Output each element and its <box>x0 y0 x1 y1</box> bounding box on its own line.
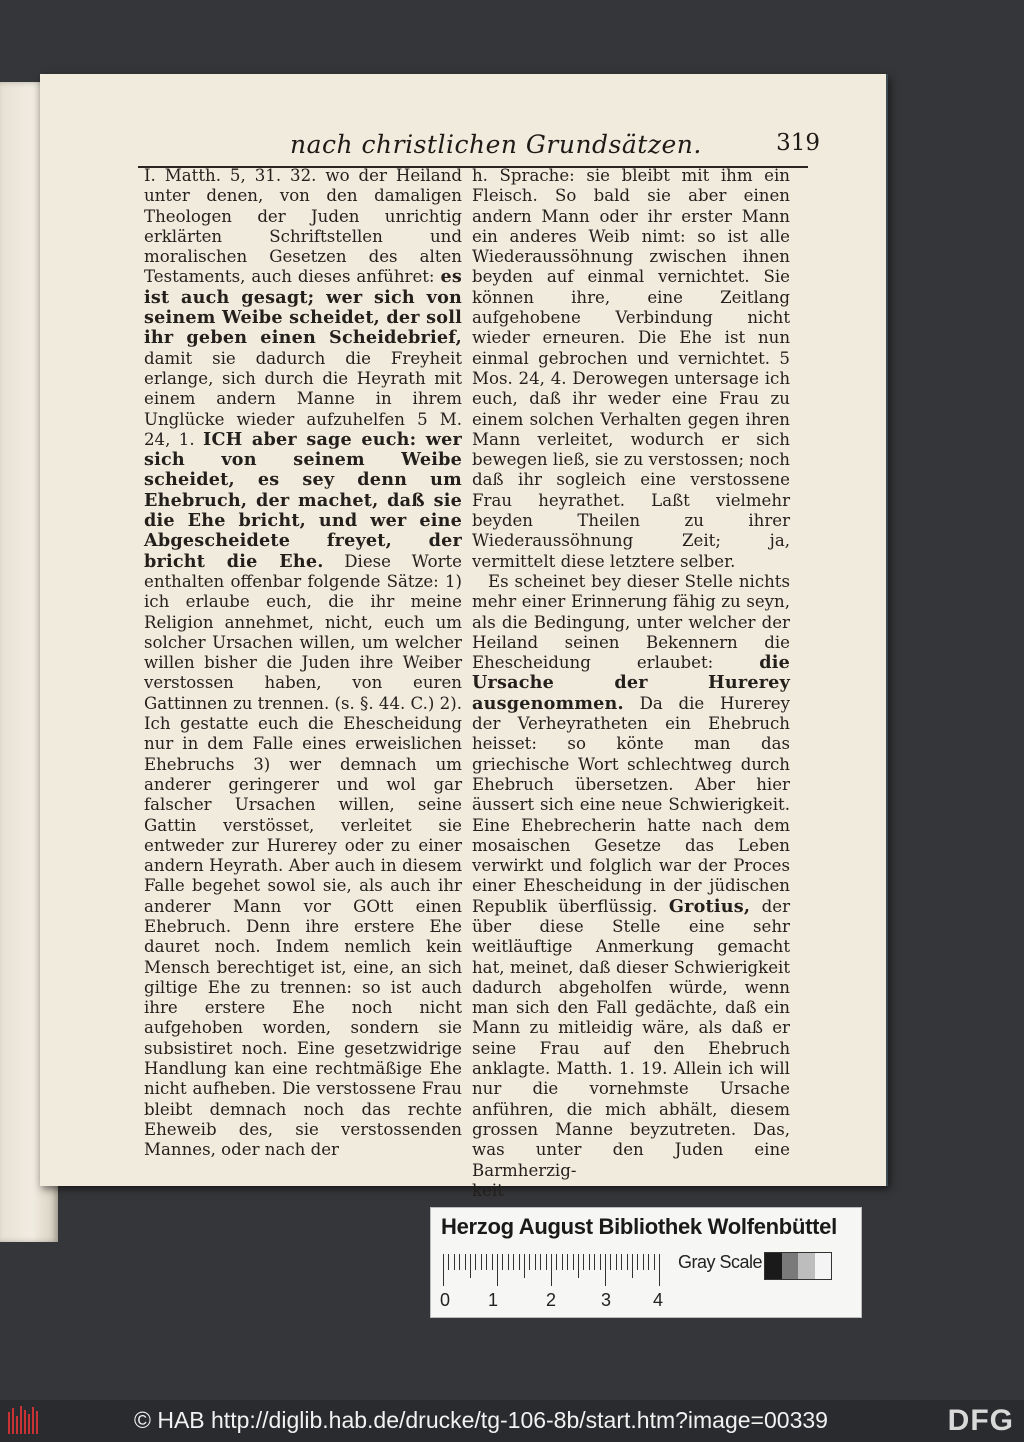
ruler-tick <box>600 1254 601 1270</box>
ruler-tick <box>492 1254 493 1270</box>
ruler-tick <box>529 1254 530 1270</box>
ruler-tick <box>475 1254 476 1270</box>
ruler-tick <box>610 1254 611 1270</box>
ruler-tick <box>627 1254 628 1270</box>
gray-swatch <box>815 1253 832 1279</box>
ruler-tick <box>486 1254 487 1270</box>
text-segment: Diese Worte enthalten offenbar folgende Sätze: 1) ich erlaube euch, die ihr meine Religion annehmet, nicht, euch um solcher Ursachen willen, um welcher willen bisher die Juden ihre Weiber verstossen haben, von euren Gattinnen zu trennen. (s. §. 44. C.) 2). Ich gestatte euch die Ehescheidung nur in dem Falle eines erweislichen Ehebruchs 3) wer demnach um anderer geringerer und wol gar falscher Ursachen willen, seine Gattin verstösset, verleitet sie entweder zur Hurerey oder zu einer andern Heyrath. Aber auch in diesem Falle begehet sowol sie, als auch ihr anderer Mann vor GOtt einen Ehebruch. Denn ihre erstere Ehe dauret noch. Indem nemlich kein Mensch berechtiget ist, eine, an sich giltige Ehe zu trennen: so ist auch ihre erstere Ehe noch nicht aufgehoben worden, sondern sie subsistiret noch. Eine gesetzwidrige Handlung kan eine rechtmäßige Ehe nicht aufheben. Die verstossene Frau bleibt demnach noch das rechte Eheweib des, sie verstossenden Mannes, oder nach der <box>144 551 462 1160</box>
ruler-tick <box>556 1254 557 1270</box>
text-segment-bold: die Ursache der Hurerey ausgenommen. <box>472 652 791 714</box>
left-paragraph-1 <box>144 166 462 1161</box>
ruler-tick <box>546 1254 547 1270</box>
logo-bar <box>16 1416 18 1434</box>
ruler-tick <box>567 1254 568 1270</box>
running-head: nach christlichen Grundsätzen. <box>290 130 702 159</box>
ruler-tick <box>524 1254 525 1278</box>
logo-bar <box>20 1406 22 1434</box>
ruler-tick <box>513 1254 514 1270</box>
ruler-tick <box>540 1254 541 1270</box>
ruler-tick <box>654 1254 655 1270</box>
logo-bar <box>36 1411 38 1434</box>
logo-bar <box>32 1407 34 1434</box>
chart-title: Herzog August Bibliothek Wolfenbüttel <box>441 1214 837 1239</box>
ruler-tick <box>562 1254 563 1270</box>
ruler-tick <box>535 1254 536 1270</box>
ruler-tick <box>502 1254 503 1270</box>
ruler-tick <box>648 1254 649 1270</box>
gray-scale-swatches <box>764 1252 832 1280</box>
color-calibration-chart <box>430 1207 862 1318</box>
ruler-tick <box>551 1254 552 1286</box>
text-segment: h. Sprache: sie bleibt mit ihm ein Fleisch. So bald sie aber einen andern Mann oder ihr erster Mann ein anderes Weib nimt: so ist alle Wiederaussöhnung zwischen ihnen beyden auf einmal vernichtet. Sie können ihre, eine Zeitlang aufgehobene Verbindung nicht wieder erneuren. Die Ehe ist nun einmal gebrochen und vernichtet. 5 Mos. 24, 4. Derowegen untersage ich euch, daß ihr weder eine Frau zu einem solchen Verhalten gegen ihren Mann verleitet, wodurch er sich bewegen ließ, sie zu verstossen; noch daß ihr sogleich eine verstossene Frau heyrathet. Laßt vielmehr beyden Theilen zu ihrer Wiederaussöhnung Zeit; ja, vermittelt diese letztere selber. <box>472 166 790 571</box>
ruler-tick <box>481 1254 482 1270</box>
page-number: 319 <box>776 130 820 156</box>
ruler-tick <box>578 1254 579 1278</box>
gray-swatch <box>765 1253 782 1279</box>
ruler-tick <box>448 1254 449 1270</box>
hab-logo-icon <box>8 1406 48 1434</box>
right-column <box>472 166 790 1201</box>
ruler-label: 1 <box>488 1290 499 1310</box>
ruler-tick <box>583 1254 584 1270</box>
logo-bar <box>28 1414 30 1434</box>
ruler-tick <box>589 1254 590 1270</box>
dfg-logo: DFG <box>947 1404 1014 1437</box>
right-paragraph-2 <box>472 572 790 1181</box>
ruler-tick <box>621 1254 622 1270</box>
ruler-tick <box>465 1254 466 1270</box>
ruler-tick <box>508 1254 509 1270</box>
logo-bar <box>24 1410 26 1434</box>
text-segment: der über diese Stelle eine sehr weitläuftige Anmerkung gemacht hat, meinet, daß dieser Schwierigkeit dadurch abgeholfen würde, wenn man sich den Fall gedächte, daß ein Mann zu mitleidig wäre, als daß er seine Frau auf den Ehebruch anklagte. Matth. 1. 19. Allein ich will nur die vornehmste Ursache anführen, die mich abhält, diesem grossen Manne beyzutreten. Das, was unter den Juden eine Barmherzig- <box>472 896 791 1180</box>
ruler-label: 2 <box>546 1290 557 1310</box>
text-segment: Da die Hurerey der Verheyratheten ein Ehebruch heisset: so könte man das griechische Wort schlechtweg durch Ehebruch übersetzen. Aber hier äussert sich eine neue Schwierigkeit. Eine Ehebrecherin hatte nach dem mosaischen Gesetze das Leben verwirkt und folglich war der Proces einer Ehescheidung in der jüdischen Republik überflüssig. <box>472 693 790 916</box>
ruler-tick <box>632 1254 633 1278</box>
ruler-label: 0 <box>440 1290 451 1310</box>
ruler-tick <box>519 1254 520 1270</box>
text-segment-bold: ICH aber sage euch: wer sich von seinem Weibe scheidet, es sey denn um Ehebruch, der machet, daß sie die Ehe bricht, und wer eine Abgescheidete freyet, der bricht die Ehe. <box>144 428 463 572</box>
book-page <box>40 74 888 1200</box>
text-segment-bold: es ist auch gesagt; wer sich von seinem Weibe scheidet, der soll ihr geben einen Scheidebrief, <box>144 266 462 349</box>
text-segment: damit sie dadurch die Freyheit erlange, sich durch die Heyrath mit einem andern Manne in ihrem Unglücke wieder aufzuhelfen 5 M. 24, 1. <box>144 348 462 449</box>
viewer-footer <box>0 1400 1024 1442</box>
text-segment-bold: Grotius, <box>668 895 751 917</box>
gray-scale-label: Gray Scale <box>678 1252 763 1272</box>
ruler-label: 4 <box>653 1290 664 1310</box>
ruler-tick <box>637 1254 638 1270</box>
text-segment: I. Matth. 5, 31. 32. wo der Heiland unter denen, von den damaligen Theologen der Juden unrichtig erklärten Schriftstellen und moralischen Gesetzen des alten Testaments, auch dieses anführet: <box>144 166 462 287</box>
ruler-label: 3 <box>601 1290 612 1310</box>
text-segment: Es scheinet bey dieser Stelle nichts mehr einer Erinnerung fähig zu seyn, als die Bedingung, unter welcher der Heiland seinen Bekennern die Ehescheidung erlaubet: <box>472 571 790 673</box>
ruler-tick <box>616 1254 617 1270</box>
gray-swatch <box>782 1253 799 1279</box>
ruler-tick <box>573 1254 574 1270</box>
ruler-tick <box>594 1254 595 1270</box>
ruler-tick <box>454 1254 455 1270</box>
ruler-tick <box>470 1254 471 1278</box>
right-paragraph-1 <box>472 166 790 572</box>
left-column <box>144 166 462 1161</box>
ruler-tick <box>605 1254 606 1286</box>
page-header <box>290 128 820 164</box>
ruler-tick <box>459 1254 460 1270</box>
gray-swatch <box>798 1253 815 1279</box>
ruler-tick <box>643 1254 644 1270</box>
logo-bar <box>12 1408 14 1434</box>
footer-copyright-link[interactable]: © HAB http://diglib.hab.de/drucke/tg-106-8b/start.htm?image=00339 <box>134 1407 828 1433</box>
logo-bar <box>8 1412 10 1434</box>
ruler-tick <box>659 1254 660 1286</box>
ruler-tick <box>497 1254 498 1286</box>
ruler-tick <box>443 1254 444 1286</box>
ruler-scale <box>443 1250 661 1290</box>
catchword: keit <box>472 1180 504 1200</box>
